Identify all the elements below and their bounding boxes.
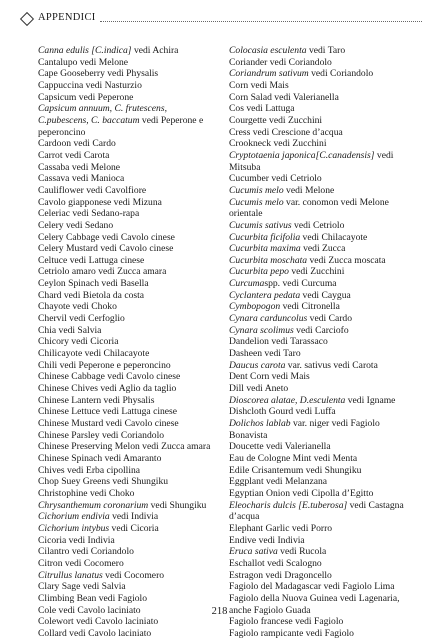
index-column-left	[38, 45, 224, 639]
entry-term: Chicory vedi Cicoria	[38, 336, 119, 348]
index-entry	[229, 301, 407, 313]
entry-term: Cos vedi Lattuga	[229, 103, 295, 115]
entry-term: Cavolo giapponese vedi Mizuna	[38, 196, 162, 208]
index-entry	[229, 418, 407, 430]
entry-reference: vedi Zucca	[300, 243, 346, 255]
entry-term: Chrysanthemum coronarium	[38, 499, 149, 511]
entry-term: Eau de Cologne Mint vedi Menta	[229, 452, 358, 464]
entry-term: Citrullus lanatus	[38, 569, 103, 581]
page-number: 218	[211, 606, 228, 617]
index-entry	[38, 360, 224, 372]
index-entry	[38, 395, 224, 407]
entry-term: anche Fagiolo Guada	[229, 604, 311, 616]
index-entry	[229, 80, 407, 92]
index-entry	[38, 45, 224, 57]
entry-term: Estragon vedi Dragoncello	[229, 569, 332, 581]
index-entry	[38, 418, 224, 430]
entry-term: Chard vedi Bietola da costa	[38, 289, 145, 301]
entry-term: Cucurbita pepo	[229, 266, 289, 278]
index-entry	[229, 348, 407, 360]
index-entry	[38, 278, 224, 290]
entry-term: Chinese Lettuce vedi Lattuga cinese	[38, 406, 178, 418]
entry-term: Cucurbita ficifolia	[229, 231, 301, 243]
index-entry	[38, 150, 224, 162]
index-entry	[229, 383, 407, 395]
entry-term: d’acqua	[229, 511, 260, 523]
index-entry	[229, 488, 407, 500]
index-entry	[38, 266, 224, 278]
diamond-icon	[20, 12, 34, 26]
entry-term: Cucurbita maxima	[229, 243, 301, 255]
entry-term: Cichorium intybus	[38, 522, 110, 534]
entry-term: Chervil vedi Cerfoglio	[38, 313, 125, 325]
entry-term: Cucumis sativus	[229, 219, 292, 231]
entry-term: Cynara carduncolus	[229, 313, 308, 325]
index-entry	[38, 348, 224, 360]
index-entry	[229, 185, 407, 197]
index-entry	[229, 523, 407, 535]
entry-term: Chili vedi Peperone e peperoncino	[38, 359, 171, 371]
index-entry	[38, 558, 224, 570]
index-entry	[38, 430, 224, 442]
entry-term: Courgette vedi Zucchini	[229, 114, 323, 126]
entry-reference: vedi Chilacayote	[300, 231, 368, 243]
index-entry	[38, 546, 224, 558]
entry-term: Dasheen vedi Taro	[229, 348, 301, 360]
index-entry	[229, 628, 407, 640]
entry-term: Chayote vedi Choko	[38, 301, 117, 313]
index-entry	[38, 138, 224, 150]
entry-reference: var. sativus vedi Carota	[285, 359, 378, 371]
index-entry	[38, 535, 224, 547]
entry-reference: var. conomon vedi Melone	[283, 196, 389, 208]
index-entry	[38, 488, 224, 500]
entry-term: Elephant Garlic vedi Porro	[229, 522, 333, 534]
entry-reference: vedi Carciofo	[293, 324, 349, 336]
index-entry	[38, 616, 224, 628]
entry-term: Chinese Lantern vedi Physalis	[38, 394, 155, 406]
entry-term: Eruca sativa	[229, 546, 278, 558]
entry-term: Cetriolo amaro vedi Zucca amara	[38, 266, 167, 278]
index-entry	[38, 325, 224, 337]
entry-term: Canna edulis [C.indica]	[38, 45, 132, 56]
entry-term: Celery Mustard vedi Cavolo cinese	[38, 243, 174, 255]
index-entry	[229, 476, 407, 488]
index-entry	[38, 500, 224, 512]
entry-term: Cape Gooseberry vedi Physalis	[38, 68, 159, 80]
index-entry	[38, 383, 224, 395]
index-entry	[229, 197, 407, 209]
index-entry	[38, 197, 224, 209]
index-entry	[229, 325, 407, 337]
index-entry	[229, 546, 407, 558]
entry-term: Citron vedi Cocomero	[38, 557, 124, 569]
index-entry	[229, 558, 407, 570]
index-entry	[229, 127, 407, 139]
entry-term: Celtuce vedi Lattuga cinese	[38, 254, 145, 266]
entry-term: Celeriac vedi Sedano-rapa	[38, 208, 140, 220]
index-entry	[38, 628, 224, 640]
index-entry	[229, 255, 407, 267]
index-entry	[38, 173, 224, 185]
index-entry	[38, 103, 224, 115]
index-entry	[38, 68, 224, 80]
entry-reference: vedi Coriandolo	[308, 68, 374, 80]
entry-term: Climbing Bean vedi Fagiolo	[38, 592, 147, 604]
entry-reference: spp. vedi Curcuma	[264, 278, 337, 290]
index-entry	[38, 290, 224, 302]
index-entry	[229, 278, 407, 290]
index-entry	[229, 220, 407, 232]
index-entry	[229, 360, 407, 372]
entry-term: Collard vedi Cavolo laciniato	[38, 627, 152, 639]
index-entry	[229, 313, 407, 325]
entry-reference: vedi Cetriolo	[291, 219, 345, 231]
entry-term: Cucumber vedi Cetriolo	[229, 173, 322, 185]
index-entry	[229, 103, 407, 115]
entry-term: Cantalupo vedi Melone	[38, 56, 129, 68]
entry-reference: vedi Cardo	[307, 313, 353, 325]
index-entry	[229, 232, 407, 244]
entry-term: Cyclantera pedata	[229, 289, 301, 301]
index-entry	[38, 313, 224, 325]
index-entry	[38, 232, 224, 244]
entry-term: Endive vedi Indivia	[229, 534, 305, 546]
entry-term: Cichorium endivia	[38, 511, 110, 523]
entry-term: Chia vedi Salvia	[38, 324, 102, 336]
entry-term: Cassaba vedi Melone	[38, 161, 121, 173]
entry-reference: vedi Indivia	[109, 511, 159, 523]
index-entry	[38, 406, 224, 418]
entry-reference: vedi Cicoria	[109, 522, 159, 534]
entry-term: Eggplant vedi Melanzana	[229, 476, 328, 488]
entry-term: Corn Salad vedi Valerianella	[229, 91, 339, 103]
index-entry	[38, 185, 224, 197]
entry-term: Cilantro vedi Coriandolo	[38, 546, 134, 558]
index-entry	[229, 115, 407, 127]
entry-term: Fagiolo della Nuova Guinea vedi Lagenaria,	[229, 592, 400, 604]
entry-term: Corn vedi Mais	[229, 79, 289, 91]
entry-term: Cucurbita moschata	[229, 254, 308, 266]
index-entry	[38, 255, 224, 267]
index-entry	[38, 243, 224, 255]
index-entry	[229, 500, 407, 512]
entry-reference: vedi Taro	[306, 45, 346, 56]
section-title: APPENDICI	[38, 12, 96, 23]
entry-term: Cardoon vedi Cardo	[38, 138, 116, 150]
index-entry	[229, 208, 407, 220]
entry-term: Chinese Mustard vedi Cavolo cinese	[38, 418, 179, 429]
entry-term: Celery Cabbage vedi Cavolo cinese	[38, 231, 175, 243]
index-entry	[38, 511, 224, 523]
index-entry	[38, 336, 224, 348]
entry-reference: vedi	[374, 149, 394, 161]
index-entry	[38, 593, 224, 605]
entry-term: Dill vedi Aneto	[229, 383, 289, 395]
index-entry	[38, 92, 224, 104]
entry-term: Curcuma	[229, 278, 265, 290]
entry-term: Capsicum annuum, C. frutescens,	[38, 103, 167, 115]
index-entry	[38, 371, 224, 383]
index-entry	[38, 127, 224, 139]
entry-reference: vedi Zucca moscata	[307, 254, 386, 266]
entry-reference: vedi Rucola	[277, 546, 327, 558]
entry-term: Dishcloth Gourd vedi Luffa	[229, 406, 336, 418]
index-entry	[38, 453, 224, 465]
index-entry	[38, 80, 224, 92]
index-entry	[38, 162, 224, 174]
entry-term: Cauliflower vedi Cavolfiore	[38, 184, 147, 196]
entry-term: Egyptian Onion vedi Cipolla d’Egitto	[229, 487, 374, 499]
index-entry	[38, 115, 224, 127]
index-entry	[229, 150, 407, 162]
entry-term: Chives vedi Erba cipollina	[38, 464, 141, 476]
index-entry	[38, 208, 224, 220]
index-entry	[229, 465, 407, 477]
entry-term: Cicoria vedi Indivia	[38, 534, 115, 546]
entry-term: Cole vedi Cavolo laciniato	[38, 604, 141, 616]
index-entry	[229, 266, 407, 278]
index-entry	[38, 441, 224, 453]
index-entry	[38, 220, 224, 232]
index-entry	[229, 616, 407, 628]
index-entry	[38, 581, 224, 593]
index-entry	[229, 430, 407, 442]
entry-reference: var. niger vedi Fagiolo	[290, 418, 380, 429]
entry-term: Cryptotaenia japonica[C.canadensis]	[229, 149, 375, 161]
entry-term: Crookneck vedi Zucchini	[229, 138, 327, 150]
entry-reference: vedi Melone	[283, 184, 335, 196]
index-entry	[229, 45, 407, 57]
index-entry	[38, 57, 224, 69]
entry-reference: vedi Cocomero	[102, 569, 165, 581]
entry-term: Cymbopogon	[229, 301, 281, 313]
entry-term: Cappuccina vedi Nasturzio	[38, 79, 142, 91]
entry-term: Dioscorea alatae, D.esculenta	[229, 394, 346, 406]
entry-term: Bonavista	[229, 429, 268, 441]
entry-term: Colewort vedi Cavolo laciniato	[38, 616, 159, 628]
entry-term: Clary Sage vedi Salvia	[38, 581, 126, 593]
entry-term: peperoncino	[38, 126, 86, 138]
entry-reference: vedi Citronella	[280, 301, 340, 313]
entry-term: Chinese Cabbage vedi Cavolo cinese	[38, 371, 181, 383]
dotted-rule	[100, 21, 422, 22]
entry-term: Chinese Spinach vedi Amaranto	[38, 452, 162, 464]
entry-term: Cucumis melo	[229, 196, 284, 208]
entry-term: Chilicayote vedi Chilacayote	[38, 348, 150, 360]
entry-term: Fagiolo rampicante vedi Fagiolo	[229, 627, 354, 639]
entry-term: Fagiolo del Madagascar vedi Fagiolo Lima	[229, 581, 395, 593]
entry-term: Chinese Parsley vedi Coriandolo	[38, 429, 165, 441]
entry-term: Dandelion vedi Tarassaco	[229, 336, 328, 348]
entry-term: Coriandrum sativum	[229, 68, 309, 80]
index-entry	[229, 441, 407, 453]
index-column-right	[229, 45, 407, 639]
entry-term: Fagiolo francese vedi Fagiolo	[229, 616, 344, 628]
entry-term: Colocasia esculenta	[229, 45, 307, 56]
index-entry	[229, 162, 407, 174]
index-entry	[229, 395, 407, 407]
index-entry	[229, 581, 407, 593]
entry-term: Celery vedi Sedano	[38, 219, 114, 231]
entry-term: C.pubescens, C. baccatum	[38, 114, 140, 126]
entry-term: Edile Crisantemum vedi Shungiku	[229, 464, 362, 476]
entry-term: Mitsuba	[229, 161, 261, 173]
index-entry	[38, 476, 224, 488]
entry-term: Daucus carota	[229, 359, 286, 371]
index-entry	[229, 57, 407, 69]
index-entry	[229, 371, 407, 383]
index-entry	[229, 336, 407, 348]
index-entry	[229, 593, 407, 605]
index-entry	[38, 523, 224, 535]
entry-term: Doucette vedi Valerianella	[229, 441, 331, 453]
index-entry	[229, 173, 407, 185]
entry-term: Dolichos lablab	[229, 418, 291, 429]
entry-term: Cynara scolimus	[229, 324, 294, 336]
index-entry	[38, 301, 224, 313]
entry-term: Christophine vedi Choko	[38, 487, 135, 499]
entry-term: Dent Corn vedi Mais	[229, 371, 310, 383]
entry-term: Chinese Chives vedi Aglio da taglio	[38, 383, 177, 395]
index-entry	[229, 511, 407, 523]
entry-reference: vedi Peperone e	[139, 114, 204, 126]
index-entry	[38, 465, 224, 477]
entry-term: Capsicum vedi Peperone	[38, 91, 134, 103]
index-entry	[229, 92, 407, 104]
index-entry	[229, 406, 407, 418]
index-entry	[229, 535, 407, 547]
running-header	[22, 12, 422, 28]
entry-term: Eschallot vedi Scalogno	[229, 557, 322, 569]
entry-term: Coriander vedi Coriandolo	[229, 56, 332, 68]
index-entry	[229, 138, 407, 150]
entry-term: Cress vedi Crescione d’acqua	[229, 126, 343, 138]
index-entry	[229, 68, 407, 80]
entry-reference: vedi Castagna	[347, 499, 404, 511]
entry-term: Ceylon Spinach vedi Basella	[38, 278, 149, 290]
entry-term: Chop Suey Greens vedi Shungiku	[38, 476, 169, 488]
entry-term: Carrot vedi Carota	[38, 149, 110, 161]
entry-term: Cucumis melo	[229, 184, 284, 196]
index-entry	[229, 243, 407, 255]
entry-term: Cassava vedi Manioca	[38, 173, 125, 185]
index-entry	[229, 290, 407, 302]
entry-reference: vedi Shungiku	[148, 499, 207, 511]
entry-term: Chinese Preserving Melon vedi Zucca amara	[38, 441, 211, 453]
entry-reference: vedi Caygua	[300, 289, 351, 301]
index-entry	[38, 570, 224, 582]
entry-reference: vedi Achira	[131, 45, 179, 56]
entry-reference: vedi Zucchini	[288, 266, 345, 278]
index-entry	[229, 570, 407, 582]
entry-term: Eleocharis dulcis [E.tuberosa]	[229, 499, 348, 511]
entry-reference: vedi Igname	[345, 394, 396, 406]
entry-term: orientale	[229, 208, 263, 220]
index-entry	[229, 453, 407, 465]
